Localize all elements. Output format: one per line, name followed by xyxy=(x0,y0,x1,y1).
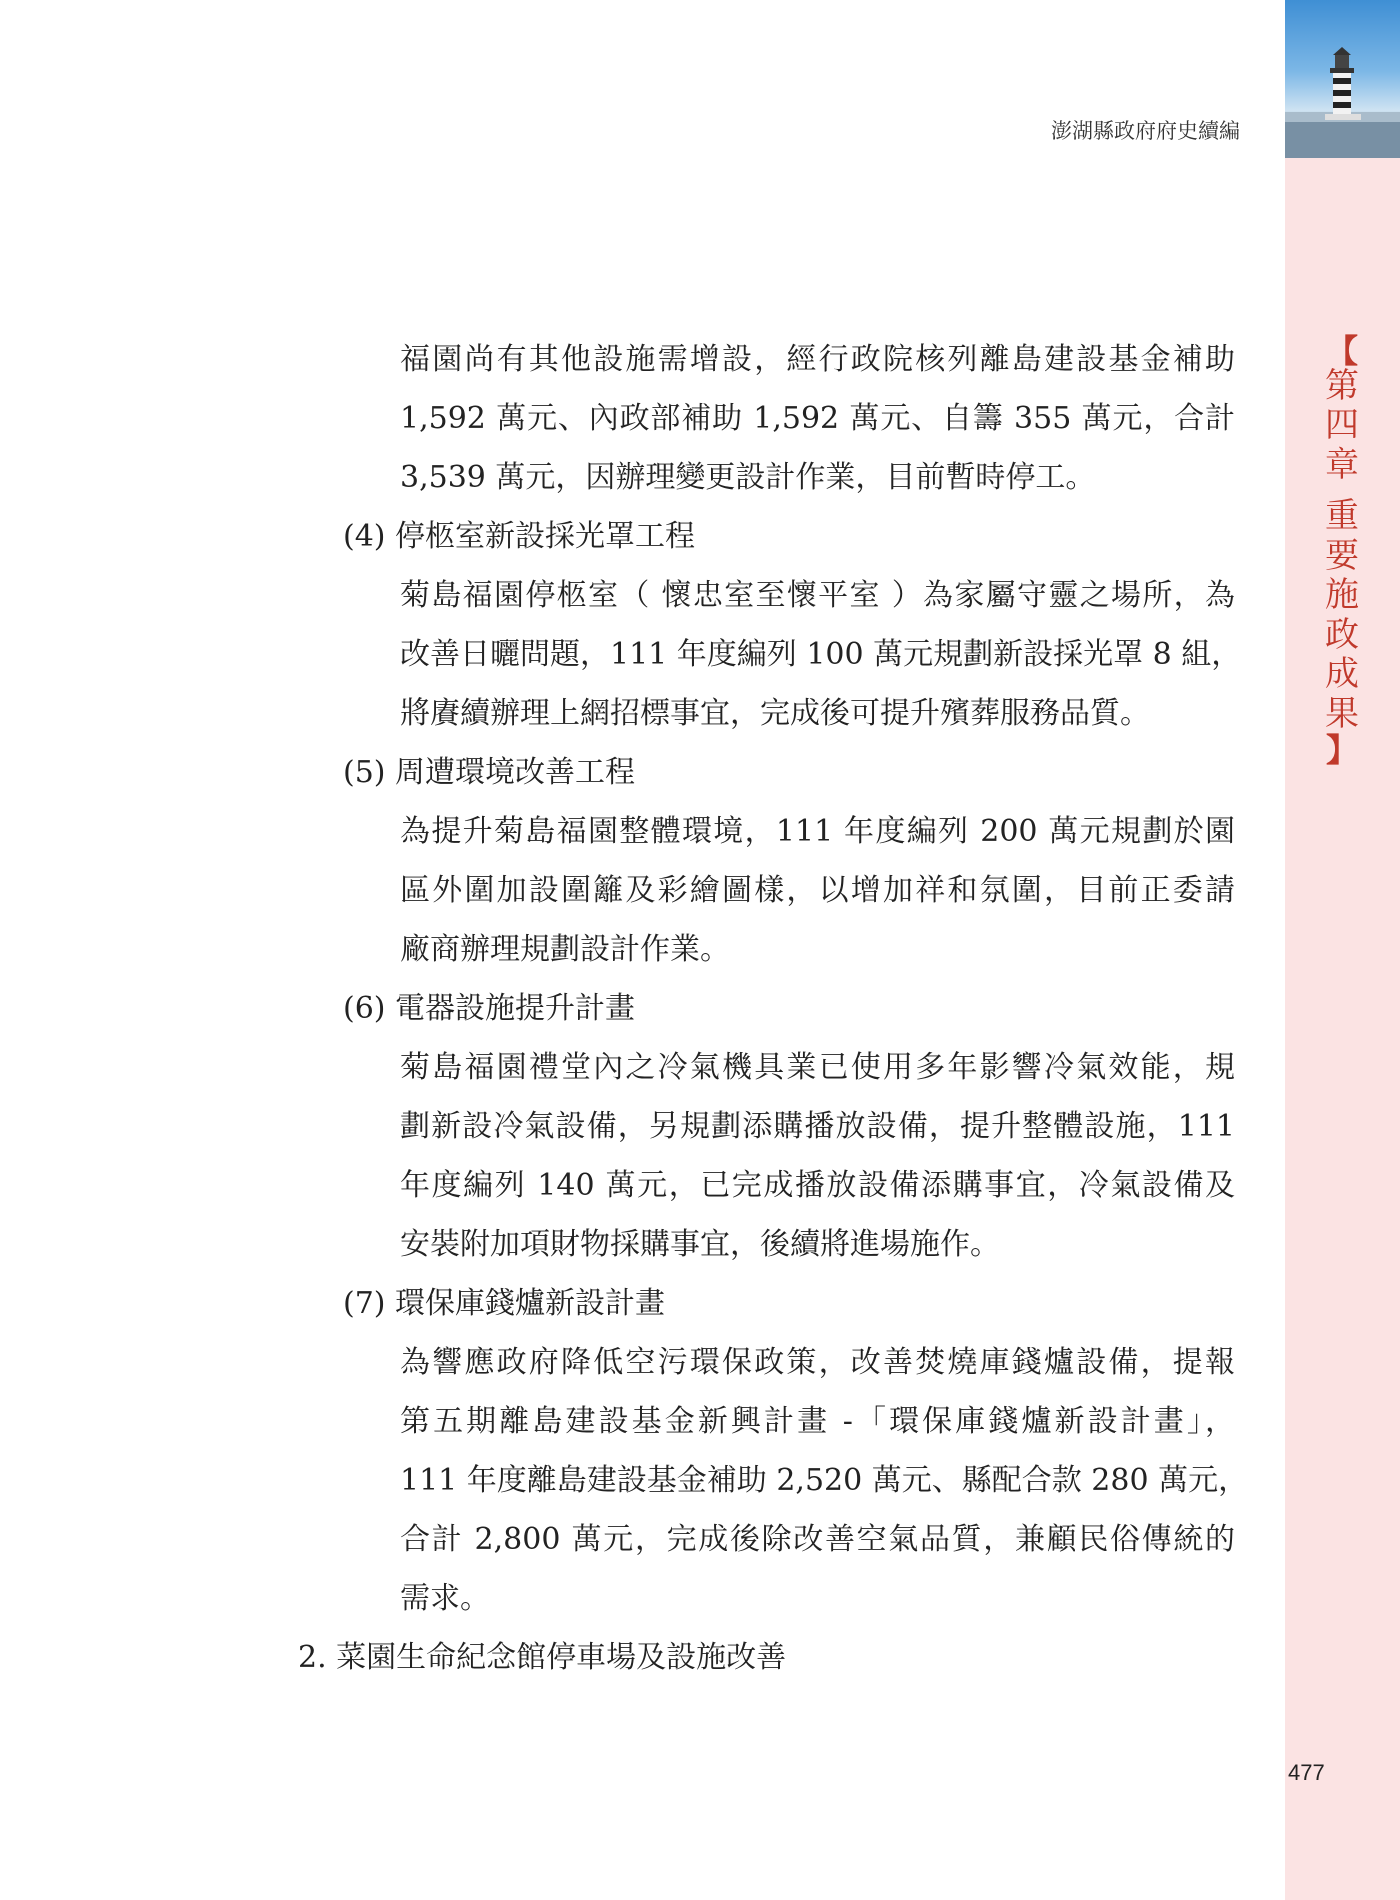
body-line: 111 年度離島建設基金補助 2,520 萬元、縣配合款 280 萬元， xyxy=(400,1463,1249,1498)
body-line: 需求。 xyxy=(400,1581,490,1616)
lighthouse-icon xyxy=(1285,0,1400,158)
chapter-tab-char: 施 xyxy=(1325,575,1359,616)
body-line: 為提升菊島福園整體環境，111 年度編列 200 萬元規劃於園 xyxy=(400,814,1235,849)
body-line: 3,539 萬元，因辦理變更設計作業，目前暫時停工。 xyxy=(400,460,1096,495)
chapter-tab-char: 重 xyxy=(1325,496,1359,537)
body-line: 安裝附加項財物採購事宜，後續將進場施作。 xyxy=(400,1227,1000,1262)
chapter-tab-char: 】 xyxy=(1325,730,1358,769)
item-heading: (5) 周遭環境改善工程 xyxy=(343,755,636,790)
chapter-tab xyxy=(1307,332,1377,769)
item-heading: (6) 電器設施提升計畫 xyxy=(343,991,636,1026)
chapter-tab-char: 第 xyxy=(1325,366,1359,406)
page-number: 477 xyxy=(1288,1760,1325,1785)
body-line: 菊島福園禮堂內之冷氣機具業已使用多年影響冷氣效能，規 xyxy=(400,1050,1235,1085)
body-line: 區外圍加設圍籬及彩繪圖樣，以增加祥和氛圍，目前正委請 xyxy=(400,873,1235,908)
body-line: 1,592 萬元、內政部補助 1,592 萬元、自籌 355 萬元，合計 xyxy=(400,401,1235,436)
chapter-tab-char: 政 xyxy=(1325,614,1359,655)
running-header: 澎湖縣政府府史續編 xyxy=(1051,119,1240,143)
body-line: 菊島福園停柩室（ 懷忠室至懷平室 ）為家屬守靈之場所，為 xyxy=(400,578,1235,613)
chapter-tab-char: 四 xyxy=(1325,405,1359,446)
chapter-tab-char: 【 xyxy=(1325,332,1358,370)
chapter-sidebar xyxy=(1285,0,1400,1900)
body-line: 改善日曬問題，111 年度編列 100 萬元規劃新設採光罩 8 組， xyxy=(400,637,1242,672)
body-line: 福園尚有其他設施需增設，經行政院核列離島建設基金補助 xyxy=(400,342,1235,377)
section-heading: 2. 菜園生命紀念館停車場及設施改善 xyxy=(298,1640,787,1675)
chapter-tab-char: 成 xyxy=(1325,654,1359,695)
body-line: 第五期離島建設基金新興計畫 -「環保庫錢爐新設計畫」， xyxy=(400,1404,1235,1439)
body-line: 年度編列 140 萬元，已完成播放設備添購事宜，冷氣設備及 xyxy=(400,1168,1235,1203)
body-line: 合計 2,800 萬元，完成後除改善空氣品質，兼顧民俗傳統的 xyxy=(400,1522,1235,1557)
chapter-tab-char: 章 xyxy=(1325,444,1359,485)
item-heading: (7) 環保庫錢爐新設計畫 xyxy=(343,1286,666,1321)
body-line: 為響應政府降低空污環保政策，改善焚燒庫錢爐設備，提報 xyxy=(400,1345,1235,1380)
body-line: 將賡續辦理上網招標事宜，完成後可提升殯葬服務品質。 xyxy=(400,696,1150,731)
body-line: 廠商辦理規劃設計作業。 xyxy=(400,932,730,967)
body-line: 劃新設冷氣設備，另規劃添購播放設備，提升整體設施，111 xyxy=(400,1109,1235,1144)
chapter-tab-char: 果 xyxy=(1325,693,1359,734)
item-heading: (4) 停柩室新設採光罩工程 xyxy=(343,519,696,554)
chapter-tab-char: 要 xyxy=(1325,535,1359,576)
lighthouse-photo xyxy=(1285,0,1400,158)
